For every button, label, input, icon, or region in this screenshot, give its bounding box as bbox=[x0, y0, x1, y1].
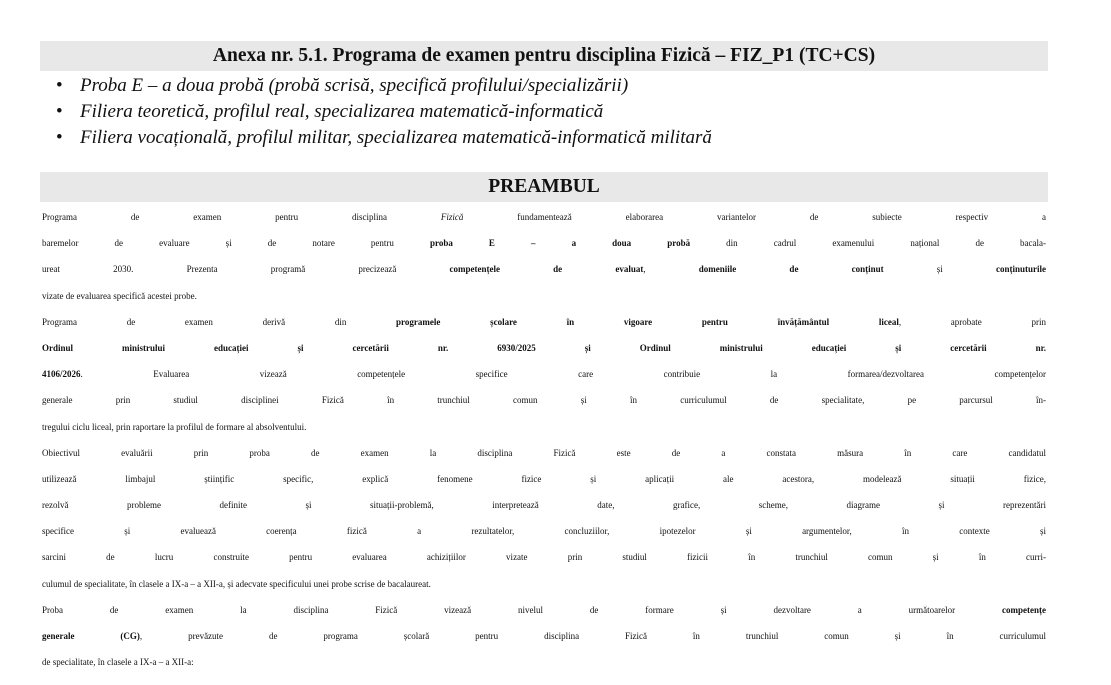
text-run-italic: Fizică bbox=[440, 212, 464, 222]
paragraph-line: culumul de specialitate, în clasele a IX-a – a XII-a, și adecvate specificului unei probe scrise de bacalaureat. bbox=[42, 578, 431, 589]
paragraph-3 bbox=[42, 440, 1046, 597]
text-run: de specialitate, în clasele a IX-a – a XII-a: bbox=[42, 657, 194, 668]
paragraph-line bbox=[42, 283, 1046, 309]
paragraph-line bbox=[42, 623, 1046, 649]
annex-title: Anexa nr. 5.1. Programa de examen pentru disciplina Fizică – FIZ_P1 (TC+CS) bbox=[212, 45, 876, 66]
preamble-title: PREAMBUL bbox=[488, 176, 600, 197]
text-run-bold: competențele de evaluat bbox=[449, 264, 644, 275]
paragraph-line bbox=[42, 256, 1046, 282]
paragraph-4 bbox=[42, 597, 1046, 676]
paragraph-2 bbox=[42, 309, 1046, 440]
text-run: tregului ciclu liceal, prin raportare la profilul de formare al absolventului. bbox=[42, 421, 307, 432]
text-run: , aprobate prin bbox=[898, 316, 1046, 327]
paragraph-line bbox=[42, 309, 1046, 335]
paragraph-line bbox=[42, 230, 1046, 256]
bullet-text: Filiera teoretică, profilul real, specializarea matematică-informatică bbox=[80, 101, 604, 122]
text-run: din cadrul examenului național de bacala- bbox=[690, 238, 1047, 249]
paragraph-line: Obiectivul evaluării prin proba de examen la disciplina Fizică este de a constata măsura în care candidatul bbox=[42, 447, 1046, 458]
text-run: vizate de evaluarea specifică acestei probe. bbox=[42, 290, 197, 301]
paragraph-line bbox=[42, 361, 1046, 387]
text-run: și bbox=[883, 264, 996, 275]
paragraph-line: specifice și evaluează coerența fizică a rezultatelor, concluziilor, ipotezelor și argumentelor, în contexte și bbox=[42, 526, 1046, 537]
text-run-bold: generale (CG) bbox=[42, 631, 140, 641]
text-run: . Evaluarea vizează competențele specifice care contribuie la formarea/dezvoltarea competențelor bbox=[80, 369, 1046, 380]
bullet-item bbox=[56, 125, 1048, 151]
paragraph-line bbox=[42, 387, 1046, 413]
paragraph-1 bbox=[42, 204, 1046, 309]
text-run: , bbox=[643, 264, 699, 275]
text-run: ureat 2030. Prezenta programă precizează bbox=[42, 264, 450, 275]
preamble-header bbox=[40, 172, 1048, 202]
text-run-bold: domeniile de conținut bbox=[698, 264, 884, 275]
bullet-marker: • bbox=[56, 127, 63, 148]
bullet-marker: • bbox=[56, 75, 63, 96]
text-run: generale prin studiul disciplinei Fizică în trunchiul comun și în curriculumul de specialitate, pe parcursul în- bbox=[42, 395, 1046, 406]
text-run-bold: programele școlare în vigoare pentru învățământul liceal bbox=[396, 316, 899, 327]
paragraph-line: rezolvă probleme definite și situații-problemă, interpretează date, grafice, scheme, diagrame și reprezentări bbox=[42, 500, 1046, 511]
paragraph-line: utilizează limbajul științific specific, explică fenomene fizice și aplicații ale acestora, modelează situații fizice, bbox=[42, 473, 1046, 484]
paragraph-line bbox=[42, 414, 1046, 440]
bullet-item bbox=[56, 73, 1048, 99]
text-run-bold: conținuturile bbox=[995, 264, 1046, 275]
text-run: Proba de examen la disciplina Fizică vizează nivelul de formare și dezvoltare a următoarelor bbox=[42, 604, 1003, 615]
document-page bbox=[40, 41, 1048, 675]
bullet-list bbox=[40, 71, 1048, 151]
bullet-text: Filiera vocațională, profilul militar, specializarea matematică-informatică militară bbox=[80, 127, 712, 148]
text-run-bold: proba E – a doua probă bbox=[429, 238, 691, 249]
text-run-bold: Ordinul ministrului educației și cercetării nr. 6930/2025 și Ordinul ministrului educației și cercetării nr. bbox=[42, 342, 1046, 353]
text-run: fundamentează elaborarea variantelor de subiecte respectiv a bbox=[463, 212, 1046, 222]
bullet-text: Proba E – a doua probă (probă scrisă, specifică profilului/specializării) bbox=[80, 75, 629, 96]
paragraph-line bbox=[42, 335, 1046, 361]
text-run: , prevăzute de programa școlară pentru disciplina Fizică în trunchiul comun și în curriculumul bbox=[139, 631, 1046, 641]
text-run: Programa de examen pentru disciplina bbox=[42, 212, 441, 222]
paragraph-line: sarcini de lucru construite pentru evaluarea achizițiilor vizate prin studiul fizicii în trunchiul comun și în curri- bbox=[42, 552, 1046, 563]
annex-header bbox=[40, 41, 1048, 71]
paragraph-line bbox=[42, 204, 1046, 230]
bullet-marker: • bbox=[56, 101, 63, 122]
text-run: Programa de examen derivă din bbox=[42, 316, 397, 327]
text-run-bold: competențe bbox=[1002, 604, 1046, 615]
text-run: baremelor de evaluare și de notare pentru bbox=[42, 238, 430, 249]
text-run-bold: 4106/2026 bbox=[42, 369, 81, 380]
preamble-body bbox=[40, 202, 1048, 675]
paragraph-line bbox=[42, 649, 1046, 675]
paragraph-line bbox=[42, 597, 1046, 623]
bullet-item bbox=[56, 99, 1048, 125]
